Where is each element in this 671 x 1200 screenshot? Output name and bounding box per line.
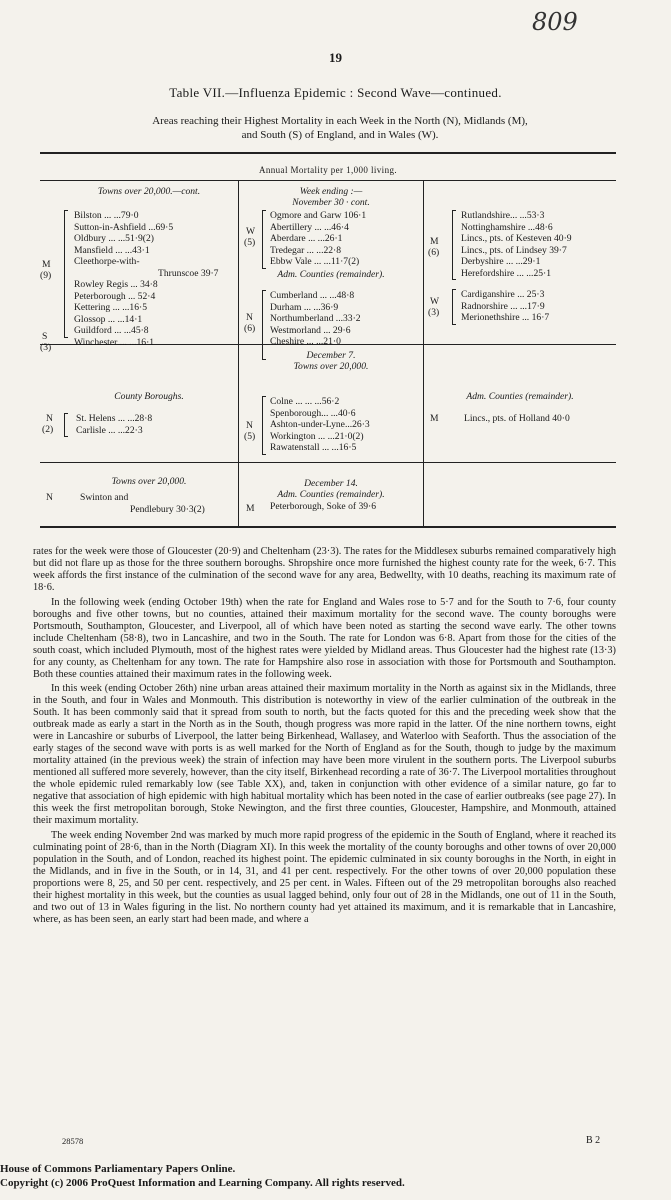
page-number: 19 bbox=[329, 50, 342, 65]
caption-rule bbox=[40, 180, 616, 181]
r1c1-line: Sutton-in-Ashfield ...69·5 bbox=[74, 221, 174, 233]
r2c2-line: Workington ... ...21·0(2) bbox=[270, 430, 364, 442]
credit-line-2: Copyright (c) 2006 ProQuest Information and Learning Company. All rights reserved. bbox=[0, 1177, 405, 1189]
r2c2-line: Ashton-under-Lyne...26·3 bbox=[270, 419, 370, 430]
r1c2-line-n: Durham ... ...36·9 bbox=[270, 301, 339, 313]
r2c1-region: N bbox=[46, 413, 53, 424]
r2c3-region: M bbox=[430, 413, 439, 424]
r1c2-line-n: Westmorland ... 29·6 bbox=[270, 324, 351, 336]
r1c2-region-n-count: (6) bbox=[244, 323, 256, 334]
r1c1-line: Guildford ... ...45·8 bbox=[74, 325, 149, 336]
r1c3-region-m: M bbox=[430, 236, 439, 247]
r1c2-line-n: Northumberland ...33·2 bbox=[270, 313, 361, 324]
r1c2-brace-w bbox=[262, 210, 266, 269]
r1c3-line-m: Lincs., pts. of Lindsey 39·7 bbox=[461, 244, 567, 256]
table-subtitle bbox=[40, 114, 640, 142]
r1c3-line-w: Radnorshire ... ...17·9 bbox=[461, 300, 545, 312]
r1c1-region-m: M bbox=[42, 259, 51, 270]
r1c2-region-w-count: (5) bbox=[244, 237, 256, 248]
r1c2-line-w: Ogmore and Garw 106·1 bbox=[270, 210, 367, 221]
r1c3-line-w: Merionethshire ... 16·7 bbox=[461, 312, 550, 323]
r1c1-region-s-count: (3) bbox=[40, 342, 52, 353]
r2c2-line: Spenborough... ...40·6 bbox=[270, 407, 356, 419]
r3c1-line-2: Pendlebury 30·3(2) bbox=[130, 503, 205, 515]
footer-signature-mark: B 2 bbox=[586, 1135, 601, 1146]
column-divider-2 bbox=[423, 180, 424, 526]
r2c1-brace bbox=[64, 413, 68, 437]
table-bottom-rule bbox=[40, 526, 616, 528]
r1c1-line: Glossop ... ...14·1 bbox=[74, 313, 143, 325]
r3c1-region: N bbox=[46, 492, 53, 503]
paragraph: The week ending November 2nd was marked by much more rapid progress of the epidemic in the South of England, where it reached its culminating point of 28·6, than in the North (Diagram XI). In this week the mortality of the county boroughs and other towns of over 20,000 population in the South, and of London, reached its highest point. The epidemic culminated in six county boroughs in the North, in eight in the Midlands, and in five in the South, or in 14, 31, and 41 per cent. respectively. For the other towns of over 20,000 population these proportions were 8, 25, and 50 per cent. respectively, and 25 per cent. in Wales. Fifteen out of the 29 metropolitan boroughs also reached their highest mortality in this week, but the counties as usual lagged behind, only four out of 28 in the Midlands, one out of 11 in the South, and two out of 13 in Wales figuring in the list. No northern county had yet attained its maximum, and it is remarkable that in Lancashire, where, as has been seen, an early start had been made, and where a bbox=[33, 829, 616, 925]
r2c1-line: Carlisle ... ...22·3 bbox=[76, 424, 143, 436]
r1c2-region-n: N bbox=[246, 312, 253, 323]
handwritten-page-number: 809 bbox=[532, 8, 578, 36]
r1c1-line: Peterborough ... 52·4 bbox=[74, 290, 156, 302]
r1c2-header-2: November 30 · cont. bbox=[292, 197, 370, 208]
r1c1-line: Bilston ... ...79·0 bbox=[74, 210, 139, 221]
r3c1-header: Towns over 20,000. bbox=[111, 476, 187, 487]
r1c3-region-w: W bbox=[430, 296, 440, 307]
r2c1-region-count: (2) bbox=[42, 424, 54, 435]
r1c3-line-m: Derbyshire ... ...29·1 bbox=[461, 256, 541, 267]
r1c1-line: Mansfield ... ...43·1 bbox=[74, 244, 150, 256]
r1c3-line-m: Lincs., pts. of Kesteven 40·9 bbox=[461, 233, 572, 244]
r2c1-header: County Boroughs. bbox=[114, 391, 184, 402]
r1c3-line-m: Herefordshire ... ...25·1 bbox=[461, 267, 552, 279]
r1c2-line-n: Cumberland ... ...48·8 bbox=[270, 290, 355, 301]
subtitle-line-1: Areas reaching their Highest Mortality in each Week in the North (N), Midlands (M), bbox=[152, 115, 528, 127]
r1c2-line-w: Ebbw Vale ... ...11·7(2) bbox=[270, 256, 360, 267]
r1c2-line-w: Abertillery ... ...46·4 bbox=[270, 221, 349, 233]
r2c2-region-count: (5) bbox=[244, 431, 256, 442]
r1c2-line-w: Tredegar ... ...22·8 bbox=[270, 244, 342, 256]
r1c1-region-s: S bbox=[42, 331, 48, 342]
r1c1-line: Kettering ... ...16·5 bbox=[74, 302, 148, 313]
r1c1-line: Oldbury ... ...51·9(2) bbox=[74, 233, 154, 244]
r3c2-line: Peterborough, Soke of 39·6 bbox=[270, 501, 377, 512]
r1c2-header-1: Week ending :— bbox=[299, 186, 363, 197]
r1c3-line-w: Cardiganshire ... 25·3 bbox=[461, 289, 545, 300]
r1c2-line-n: Cheshire ... ...21·0 bbox=[270, 336, 341, 347]
table-caption: Annual Mortality per 1,000 living. bbox=[258, 165, 398, 175]
r1c3-line-m: Rutlandshire... ...53·3 bbox=[461, 210, 545, 221]
body-text bbox=[33, 546, 616, 929]
r2c2-line: Rawatenstall ... ...16·5 bbox=[270, 442, 357, 453]
subtitle-line-2: and South (S) of England, and in Wales (W). bbox=[241, 129, 439, 141]
paragraph: In the following week (ending October 19th) when the rate for England and Wales rose to 5·7 and for the South to 7·6, four county boroughs and five other towns, but no counties, attained their maximum mortality for the second wave. The county boroughs were Portsmouth, Southampton, Gloucester, and Liverpool, all of which have been noted as starting the second wave early. The other towns include Cheltenham (58·8), two in Lancashire, and two in the South. The rate for London was 6·8. Apart from those for the cities of the south coast, which included Plymouth, most of the highest rates were yielded by Midland areas. Thus Gloucester had the highest rate (13·3) for any county, as Cheltenham for any town. The rate for Hampshire also rose in association with those for Portsmouth and Southampton. Both these counties attained their maximum rates in the following week. bbox=[33, 596, 616, 680]
r3c2-header-2: Adm. Counties (remainder). bbox=[277, 489, 385, 500]
r1c1-line: Winchester ... ...16·1 bbox=[74, 336, 155, 348]
r1c1-region-m-count: (9) bbox=[40, 270, 52, 281]
footer-print-number: 28578 bbox=[62, 1136, 84, 1146]
r3c2-header-1: December 14. bbox=[304, 478, 358, 489]
r2c2-header-1: December 7. bbox=[306, 350, 356, 361]
r1c2-adm-header: Adm. Counties (remainder). bbox=[277, 269, 385, 280]
r1c1-line: Thrunscoe 39·7 bbox=[158, 267, 219, 279]
table-top-rule bbox=[40, 152, 616, 154]
r1c3-region-m-count: (6) bbox=[428, 247, 440, 258]
r1c1-line: Rowley Regis ... 34·8 bbox=[74, 279, 158, 290]
r1c3-region-w-count: (3) bbox=[428, 307, 440, 318]
r2c3-header: Adm. Counties (remainder). bbox=[466, 391, 574, 402]
r3c1-line-1: Swinton and bbox=[80, 492, 129, 503]
r1c2-line-w: Aberdare ... ...26·1 bbox=[270, 233, 343, 244]
table-title: Table VII.—Influenza Epidemic : Second Wave—continued. bbox=[169, 85, 502, 100]
r1c3-line-m: Nottinghamshire ...48·6 bbox=[461, 221, 553, 233]
r2c2-brace bbox=[262, 396, 266, 455]
r1c3-brace-w bbox=[452, 289, 456, 325]
r2c2-line: Colne ... ... ...56·2 bbox=[270, 396, 340, 407]
paragraph: In this week (ending October 26th) nine urban areas attained their maximum mortality in the North as against six in the Midlands, three in the South, and four in Wales and Monmouth. This distribution is noteworthy in view of the earlier culmination of the outbreak in the South. It has been commonly said that it spread from south to north, but the facts quoted for this and the preceding week show that the outbreak made as early a start in the North as in the South, though progress was more rapid in the latter. Of the nine northern towns, eight were in Lancashire or suburbs of Liverpool, the latter being Birkenhead, Wallasey, and Waterloo with Seaforth. Thus the association of the early stages of the second wave with ports is as well marked for the North of England as for the South, though to judge by the maximum mortality attained (in the previous week) the strain of infection may have been more virulent in the southern ports. The Liverpool suburbs mentioned all suffered more severely, however, than the city itself, Birkenhead recording a rate of 36·7. The Liverpool mortalities throughout the whole epidemic ruled remarkably low (see Table XX), and, taken in conjunction with other evidence of a similar nature, go far to negative that association of high epidemic with high habitual mortality which has been noted in the case of earlier outbreaks (see page 27). In this week the first metropolitan borough, Stoke Newington, and the first three counties, Gloucester, Hampshire, and Monmouth, attained their maximum mortality. bbox=[33, 683, 616, 826]
r1c2-region-w: W bbox=[246, 226, 256, 237]
r1c1-header: Towns over 20,000.—cont. bbox=[97, 186, 201, 197]
r2c2-header-2: Towns over 20,000. bbox=[293, 361, 369, 372]
column-divider-1 bbox=[238, 180, 239, 526]
r1c3-brace-m bbox=[452, 210, 456, 280]
r3c2-region: M bbox=[246, 503, 255, 514]
r2c2-region: N bbox=[246, 420, 253, 431]
r1c1-line: Cleethorpe-with- bbox=[74, 256, 140, 267]
copyright-credit bbox=[0, 1162, 405, 1190]
credit-line-1: House of Commons Parliamentary Papers Online. bbox=[0, 1163, 236, 1175]
row2-rule bbox=[40, 462, 616, 463]
r2c1-line: St. Helens ... ...28·8 bbox=[76, 413, 153, 424]
r2c3-line: Lincs., pts. of Holland 40·0 bbox=[464, 413, 570, 424]
r1c1-brace-m bbox=[64, 210, 68, 338]
paragraph: rates for the week were those of Gloucester (20·9) and Cheltenham (23·3). The rates for the Middlesex suburbs remained comparatively high but did not flare up as those for the three southern boroughs. Shropshire once more furnished the highest county rate for the week, 6·7. This week affords the first instance of the culmination of the second wave for any area, Bedwellty, with 10 deaths, reaching its maximum rate of 18·6. bbox=[33, 546, 616, 593]
